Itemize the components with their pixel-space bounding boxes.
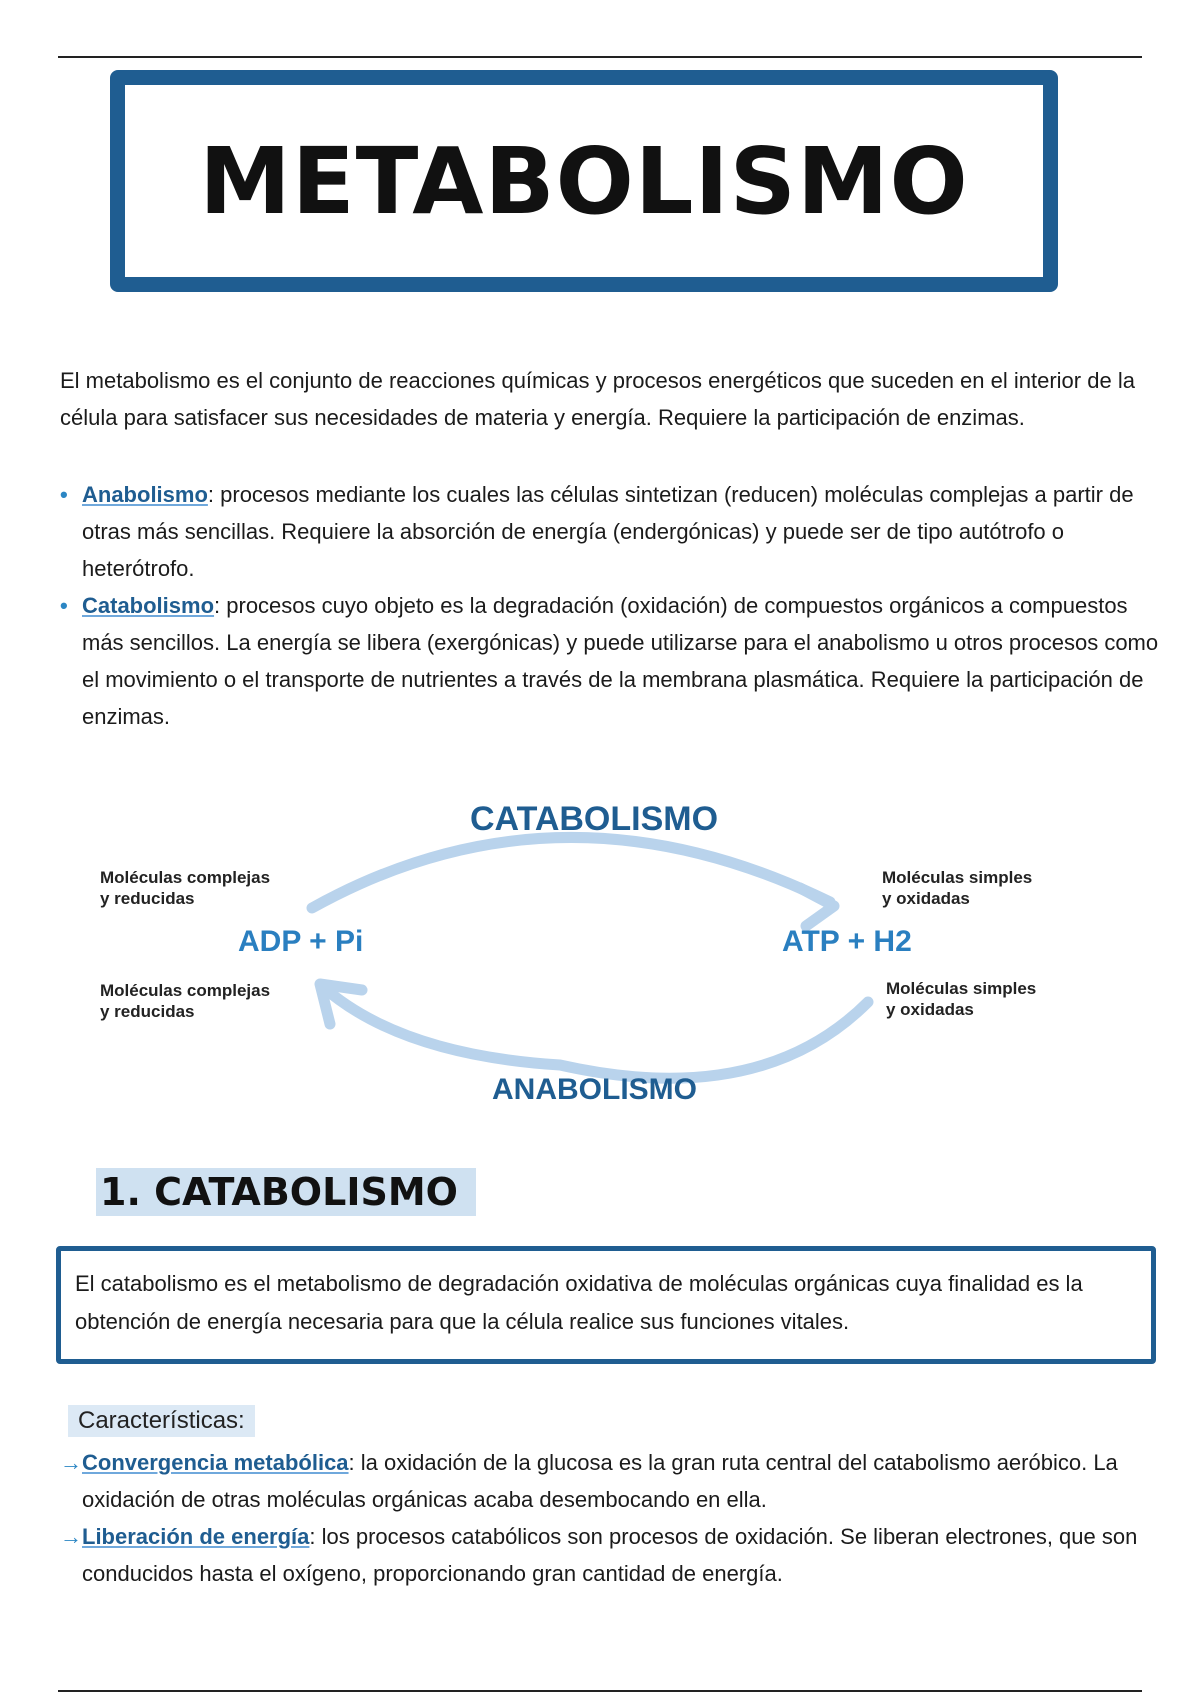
characteristic-text: : la oxidación de la glucosa es la gran ruta central del catabolismo aeróbico. La oxidación de otras moléculas orgánicas acaba desembocando en ella. — [82, 1450, 1118, 1512]
note-top-right — [882, 867, 1032, 909]
note-line: y oxidadas — [882, 889, 970, 908]
catabolism-arrowhead-icon — [800, 888, 834, 926]
characteristic-item — [60, 1444, 1160, 1518]
definition-text: : procesos cuyo objeto es la degradación (oxidación) de compuestos orgánicos a compuestos más sencillos. La energía se libera (exergónicas) y puede utilizarse para el anabolismo u otros procesos como el movimiento o el transporte de nutrientes a través de la membrana plasmática. Requiere la participación de enzimas. — [82, 593, 1159, 729]
atp-node: ATP + H2 — [782, 925, 912, 958]
characteristics-list — [60, 1444, 1160, 1592]
title-frame — [110, 70, 1058, 292]
anabolism-label: ANABOLISMO — [492, 1073, 697, 1106]
note-bottom-right — [886, 978, 1036, 1020]
catabolism-definition-box — [56, 1246, 1156, 1364]
note-top-left — [100, 867, 270, 909]
term-anabolismo: Anabolismo — [82, 482, 208, 507]
note-line: Moléculas simples — [886, 979, 1037, 998]
catabolism-arrow — [312, 837, 830, 908]
bullet-dot-icon: • — [60, 482, 68, 507]
adp-node: ADP + Pi — [238, 925, 364, 958]
term-catabolismo: Catabolismo — [82, 593, 215, 618]
note-line: Moléculas complejas — [100, 868, 271, 887]
definitions-list — [60, 476, 1160, 735]
arrow-right-icon: → — [60, 1524, 82, 1549]
characteristic-term: Liberación de energía — [82, 1524, 310, 1549]
bullet-dot-icon: • — [60, 593, 68, 618]
catabolism-label: CATABOLISMO — [470, 800, 719, 838]
characteristics-heading: Características: — [68, 1405, 255, 1437]
note-bottom-left — [100, 980, 270, 1022]
definition-text: : procesos mediante los cuales las células sintetizan (reducen) moléculas complejas a partir de otras más sencillas. Requiere la absorción de energía (endergónicas) y puede ser de tipo autótrofo o heterótrofo. — [82, 482, 1134, 581]
definition-anabolismo — [60, 476, 1160, 587]
bottom-rule — [58, 1690, 1142, 1692]
characteristic-text: : los procesos catabólicos son procesos de oxidación. Se liberan electrones, que son conducidos hasta el oxígeno, proporcionando gran cantidad de energía. — [82, 1524, 1138, 1586]
intro-paragraph: El metabolismo es el conjunto de reacciones químicas y procesos energéticos que suceden en el interior de la célula para satisfacer sus necesidades de materia y energía. Requiere la participación de enzimas. — [60, 368, 1135, 430]
characteristic-term: Convergencia metabólica — [82, 1450, 349, 1475]
catabolism-definition-text: El catabolismo es el metabolismo de degradación oxidativa de moléculas orgánicas cuya finalidad es la obtención de energía necesaria para que la célula realice sus funciones vitales. — [75, 1271, 1083, 1334]
top-rule — [58, 56, 1142, 58]
note-line: Moléculas complejas — [100, 981, 271, 1000]
metabolism-cycle-diagram — [0, 780, 1200, 1120]
note-line: Moléculas simples — [882, 868, 1033, 887]
definition-catabolismo — [60, 587, 1160, 735]
arrow-right-icon: → — [60, 1450, 82, 1475]
note-line: y reducidas — [100, 1002, 195, 1021]
section-heading: 1. CATABOLISMO — [96, 1168, 476, 1216]
characteristic-item — [60, 1518, 1160, 1592]
note-line: y reducidas — [100, 889, 195, 908]
anabolism-arrow — [322, 986, 868, 1078]
note-line: y oxidadas — [886, 1000, 974, 1019]
page-title: METABOLISMO — [199, 127, 969, 235]
